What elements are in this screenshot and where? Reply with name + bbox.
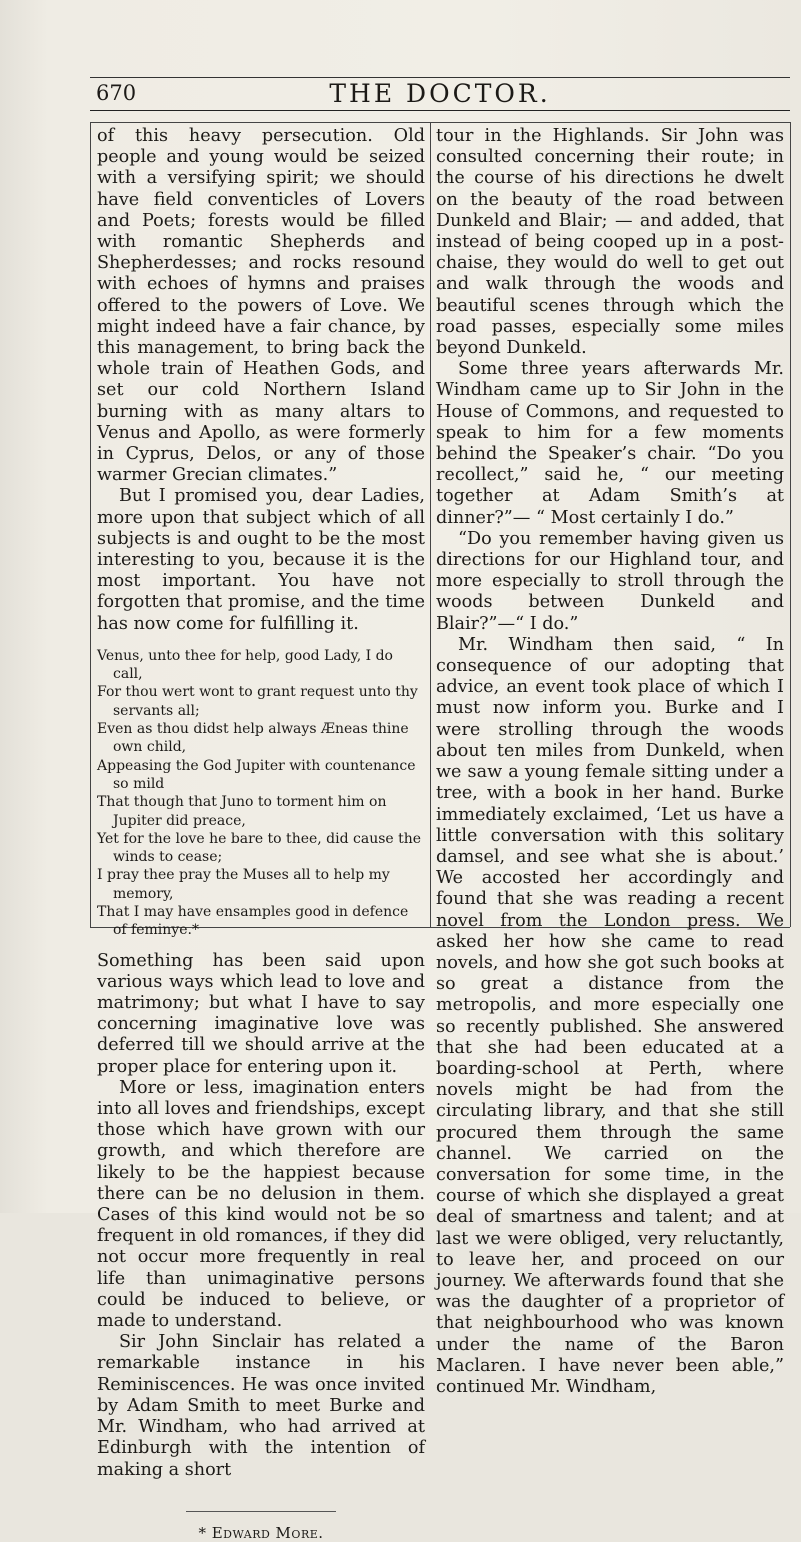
verse-line: That I may have ensamples good in defence of feminye.* (97, 904, 409, 939)
verse-line: Even as thou didst help always Æneas thine own child, (97, 721, 409, 756)
frame-rule-top (90, 122, 790, 123)
verse-line: Yet for the love he bare to thee, did cause the winds to cease; (97, 830, 422, 866)
verse-line: That though that Juno to torment him on Jupiter did preace, (97, 794, 387, 829)
paragraph: Something has been said upon various ways which lead to love and matrimony; but what I have to say concerning imaginative love was deferred till we should arrive at the proper place for entering upon it. (97, 950, 425, 1077)
verse-line: I pray thee pray the Muses all to help my memory, (97, 867, 390, 902)
column-divider (430, 122, 431, 927)
paragraph: But I promised you, dear Ladies, more upon that subject which of all subjects is and ought to be the most interesting to you, because it is the most important. You have not forgotten that promise, and the time has now come for fulfilling it. (97, 486, 425, 634)
left-column (97, 126, 425, 1542)
right-column (436, 126, 784, 1398)
verse-quotation (97, 647, 425, 940)
verse-line: For thou wert wont to grant request unto thy servants all; (97, 684, 418, 719)
paragraph: Mr. Windham then said, “ In consequence of our adopting that advice, an event took place of which I must now inform you. Burke and I were strolling through the woods about ten miles from Dunkeld, when we saw a young female sitting under a tree, with a book in her hand. Burke immediately exclaimed, ‘Let us have a little conversation with this solitary damsel, and see what she is about.’ We accosted her accordingly and found that she was reading a recent novel from the London press. We asked her how she came to read novels, and how she got such books at so great a distance from the metropolis, and more especially one so recently published. She answered that she had been educated at a boarding-school at Perth, where novels might be had from the circulating library, and that she still procured them through the same channel. We carried on the conversation for some time, in the course of which she displayed a great deal of smartness and talent; and at last we were obliged, very reluctantly, to leave her, and proceed on our journey. We afterwards found that she was the daughter of a proprietor of that neighbourhood who was known under the name of the Baron Maclaren. I have never been able,” continued Mr. Windham, (436, 634, 784, 1397)
page-number: 670 (96, 81, 137, 105)
running-title: THE DOCTOR. (329, 79, 551, 108)
page-header (90, 77, 790, 111)
verse-line: Venus, unto thee for help, good Lady, I do call, (97, 647, 393, 683)
frame-rule-left (90, 122, 91, 927)
paragraph: tour in the Highlands. Sir John was consulted concerning their route; in the course of his directions he dwelt on the beauty of the road between Dunkeld and Blair; — and added, that instead of being cooped up in a post-chaise, they would do well to get out and walk through the woods and beautiful scenes through which the road passes, especially some miles beyond Dunkeld. (436, 126, 784, 359)
paragraph: “Do you remember having given us directions for our Highland tour, and more especially to stroll through the woods between Dunkeld and Blair?”—“ I do.” (436, 528, 784, 634)
paragraph: More or less, imagination enters into all loves and friendships, except those which have grown with our growth, and which therefore are likely to be the happiest because there can be no delusion in them. Cases of this kind would not be so frequent in old romances, if they did not occur more frequently in real life than unimaginative persons could be induced to believe, or made to understand. (97, 1077, 425, 1332)
paragraph: Sir John Sinclair has related a remarkable instance in his Reminiscences. He was once invited by Adam Smith to meet Burke and Mr. Windham, who had arrived at Edinburgh with the intention of making a short (97, 1332, 425, 1480)
footnote: * Edward More. (198, 1523, 324, 1542)
verse-line: Appeasing the God Jupiter with countenance so mild (97, 757, 416, 792)
paragraph: Some three years afterwards Mr. Windham came up to Sir John in the House of Commons, and requested to speak to him for a few moments behind the Speaker’s chair. “Do you recollect,” said he, “ our meeting together at Adam Smith’s at dinner?”— “ Most certainly I do.” (436, 359, 784, 528)
frame-rule-right (790, 122, 791, 927)
paragraph: of this heavy persecution. Old people and young would be seized with a versifying spirit; we should have field conventicles of Lovers and Poets; forests would be filled with romantic Shepherds and Shepherdesses; and rocks resound with echoes of hymns and praises offered to the powers of Love. We might indeed have a fair chance, by this management, to bring back the whole train of Heathen Gods, and set our cold Northern Island burning with as many altars to Venus and Apollo, as were formerly in Cyprus, Delos, or any of those warmer Grecian climates.” (97, 126, 425, 486)
footnote-rule (186, 1511, 336, 1512)
